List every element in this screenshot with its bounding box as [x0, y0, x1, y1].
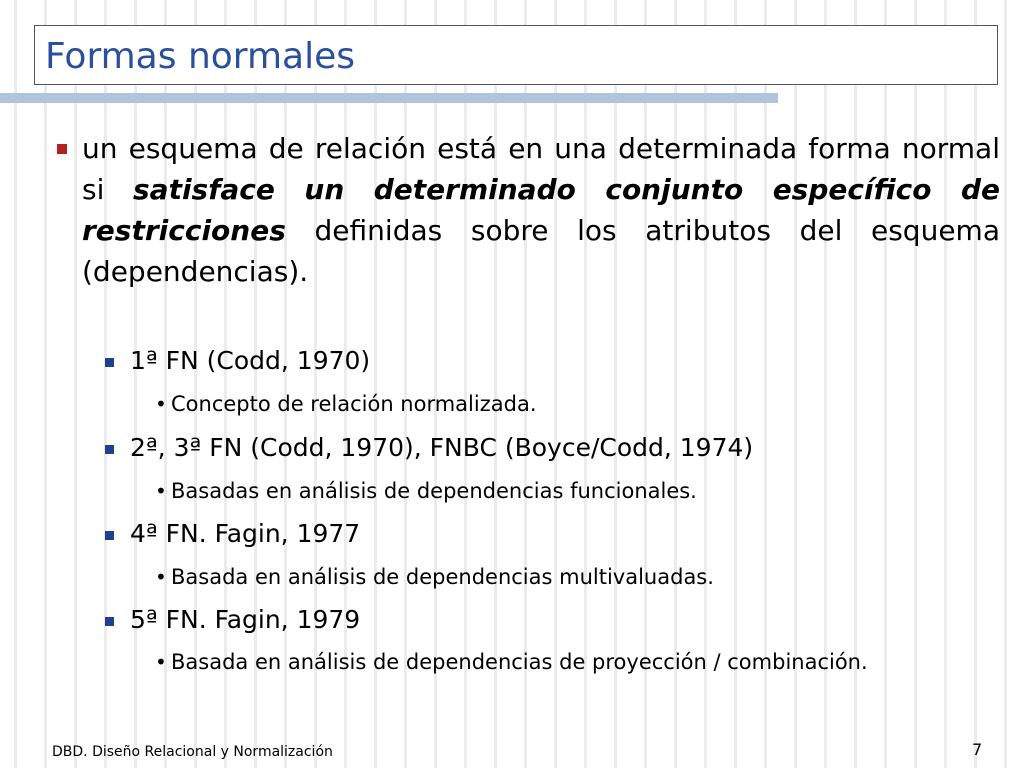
normal-form-detail-text: Basada en análisis de dependencias multivaluadas.: [171, 565, 714, 589]
dot-bullet-icon: •: [155, 392, 167, 416]
normal-form-label: 4ª FN. Fagin, 1977: [130, 519, 361, 548]
footer-course-title: DBD. Diseño Relacional y Normalización: [52, 744, 333, 760]
normal-form-detail-4: [155, 645, 945, 679]
main-bullet-emphasis: satisface un determinado conjunto específico de restricciones: [82, 173, 1000, 247]
normal-form-item-3: [103, 517, 983, 551]
square-bullet-icon: [105, 617, 114, 626]
normal-form-item-2: [103, 431, 983, 465]
square-bullet-icon: [57, 144, 67, 154]
normal-form-detail-2: [155, 474, 955, 508]
normal-form-label: 2ª, 3ª FN (Codd, 1970), FNBC (Boyce/Codd, 1974): [130, 433, 754, 462]
square-bullet-icon: [105, 358, 114, 367]
normal-form-detail-3: [155, 560, 955, 594]
main-bullet-text: [82, 128, 1000, 292]
normal-form-item-4: [103, 603, 983, 637]
slide-title: Formas normales: [45, 36, 355, 77]
main-bullet-text-before: un esquema de relación está en una determinada forma normal si: [82, 132, 1000, 206]
normal-form-detail-1: [155, 387, 955, 421]
normal-form-label: 1ª FN (Codd, 1970): [130, 346, 371, 375]
main-bullet-item: [55, 128, 1000, 292]
dot-bullet-icon: •: [155, 565, 167, 589]
normal-form-detail-text: Concepto de relación normalizada.: [171, 392, 537, 416]
page-number: 7: [972, 740, 983, 759]
normal-form-item-1: [103, 344, 983, 378]
dot-bullet-icon: •: [155, 650, 167, 674]
normal-form-detail-text: Basadas en análisis de dependencias funcionales.: [171, 479, 697, 503]
main-bullet-text-after: definidas sobre los atributos del esquema (dependencias).: [82, 214, 1000, 288]
square-bullet-icon: [105, 531, 114, 540]
normal-form-label: 5ª FN. Fagin, 1979: [130, 605, 361, 634]
dot-bullet-icon: •: [155, 479, 167, 503]
square-bullet-icon: [105, 445, 114, 454]
normal-form-detail-text: Basada en análisis de dependencias de proyección / combinación.: [171, 650, 868, 674]
